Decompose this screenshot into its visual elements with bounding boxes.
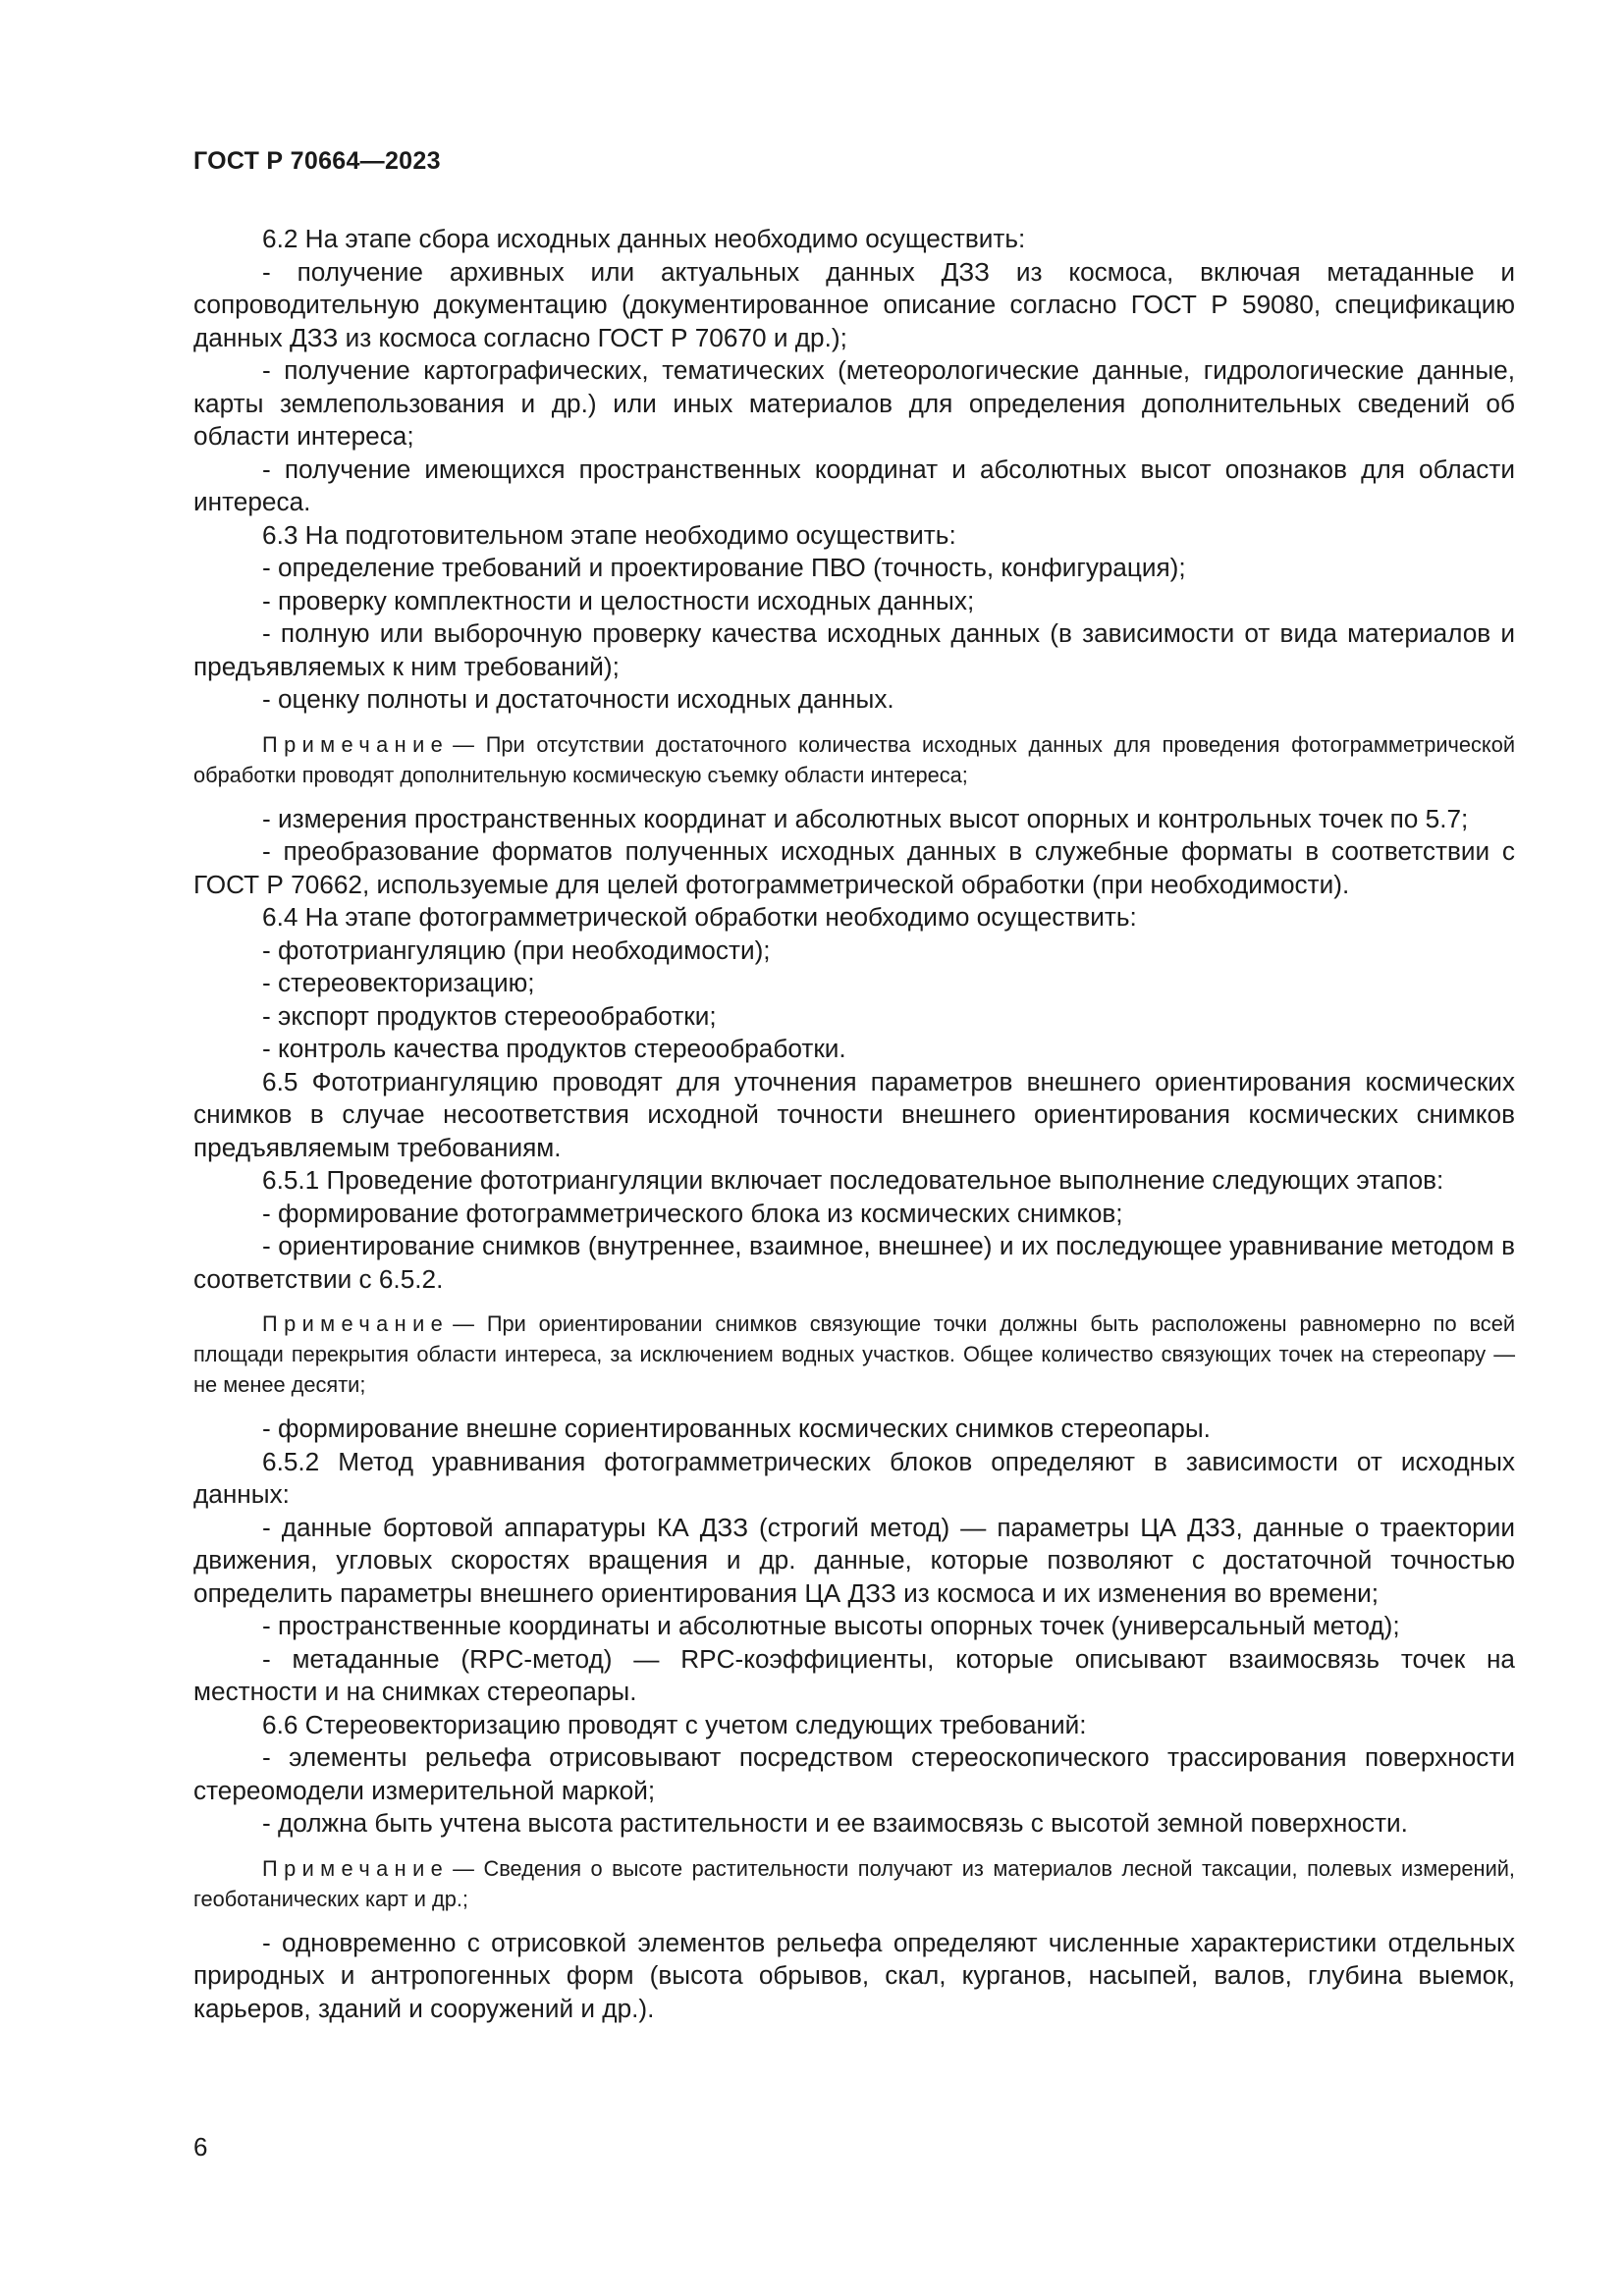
list-item: - получение имеющихся пространственных координат и абсолютных высот опознаков для области интереса.: [193, 454, 1515, 516]
list-item: - формирование фотограмметрического блока из космических снимков;: [262, 1198, 1123, 1228]
note-1: [193, 729, 1515, 790]
note-text: — При отсутствии достаточного количества исходных данных для проведения фотограмметрической обработки проводят дополнительную космическую съемку области интереса;: [193, 731, 1515, 787]
page-number: 6: [193, 2132, 208, 2162]
list-item: - данные бортовой аппаратуры КА ДЗЗ (строгий метод) — параметры ЦА ДЗЗ, данные о траектории движения, угловых скоростях вращения и др. данные, которые позволяют с достаточной точностью определить параметры внешнего ориентирования ЦА ДЗЗ из космоса и их изменения во времени;: [193, 1512, 1515, 1608]
paragraph-6-4: 6.4 На этапе фотограмметрической обработки необходимо осуществить:: [262, 902, 1137, 932]
paragraph-6-2: 6.2 На этапе сбора исходных данных необходимо осуществить:: [262, 224, 1026, 253]
note-text: — При ориентировании снимков связующие точки должны быть расположены равномерно по всей площади перекрытия области интереса, за исключением водных участков. Общее количество связующих точек на стереопару — не менее десяти;: [193, 1311, 1515, 1397]
list-item: - фототриангуляцию (при необходимости);: [262, 934, 771, 965]
list-item: - контроль качества продуктов стереообработки.: [262, 1034, 846, 1063]
document-body: [193, 223, 1515, 2025]
paragraph-6-6: 6.6 Стереовекторизацию проводят с учетом следующих требований:: [262, 1709, 1087, 1739]
list-item: - преобразование форматов полученных исходных данных в служебные форматы в соответствии с ГОСТ Р 70662, используемые для целей фотограмметрической обработки (при необходимости).: [193, 836, 1515, 899]
note-label: Примечание: [262, 731, 450, 757]
list-item: - одновременно с отрисовкой элементов рельефа определяют численные характеристики отдельных природных и антропогенных форм (высота обрывов, скал, курганов, насыпей, валов, глубина выемок, карьеров, зданий и сооружений и др.).: [193, 1927, 1515, 2023]
list-item: - получение архивных или актуальных данных ДЗЗ из космоса, включая метаданные и сопроводительную документацию (документированное описание согласно ГОСТ Р 59080, спецификацию данных ДЗЗ из космоса согласно ГОСТ Р 70670 и др.);: [193, 256, 1515, 352]
paragraph-6-3: 6.3 На подготовительном этапе необходимо осуществить:: [262, 519, 956, 550]
list-item: - полную или выборочную проверку качества исходных данных (в зависимости от вида материалов и предъявляемых к ним требований);: [193, 618, 1515, 681]
note-text: — Сведения о высоте растительности получают из материалов лесной таксации, полевых измерений, геоботанических карт и др.;: [193, 1855, 1515, 1911]
list-item: - получение картографических, тематических (метеорологические данные, гидрологические данные, карты землепользования и др.) или иных материалов для определения дополнительных сведений об области интереса;: [193, 355, 1515, 451]
list-item: - оценку полноты и достаточности исходных данных.: [262, 684, 894, 714]
paragraph-6-5: 6.5 Фототриангуляцию проводят для уточнения параметров внешнего ориентирования космических снимков в случае несоответствия исходной точности внешнего ориентирования космических снимков предъявляемым требованиям.: [193, 1066, 1515, 1162]
list-item: - стереовекторизацию;: [262, 968, 535, 997]
list-item: - метаданные (RPC-метод) — RPC-коэффициенты, которые описывают взаимосвязь точек на местности и на снимках стереопары.: [193, 1643, 1515, 1706]
list-item: - проверку комплектности и целостности исходных данных;: [262, 585, 975, 615]
list-item: - измерения пространственных координат и абсолютных высот опорных и контрольных точек по 5.7;: [262, 803, 1469, 833]
note-label: Примечание: [262, 1311, 450, 1336]
list-item: - экспорт продуктов стереообработки;: [262, 1000, 717, 1031]
list-item: - определение требований и проектирование ПВО (точность, конфигурация);: [262, 553, 1186, 582]
list-item: - формирование внешне сориентированных космических снимков стереопары.: [262, 1414, 1211, 1443]
note-label: Примечание: [262, 1855, 450, 1881]
list-item: - элементы рельефа отрисовывают посредством стереоскопического трассирования поверхности стереомодели измерительной маркой;: [193, 1742, 1515, 1805]
paragraph-6-5-2: 6.5.2 Метод уравнивания фотограмметрических блоков определяют в зависимости от исходных данных:: [193, 1446, 1515, 1509]
paragraph-6-5-1: 6.5.1 Проведение фототриангуляции включает последовательное выполнение следующих этапов:: [262, 1165, 1444, 1195]
list-item: - должна быть учтена высота растительности и ее взаимосвязь с высотой земной поверхности.: [262, 1808, 1408, 1838]
document-header: ГОСТ Р 70664—2023: [193, 147, 441, 175]
list-item: - пространственные координаты и абсолютные высоты опорных точек (универсальный метод);: [262, 1611, 1400, 1640]
list-item: - ориентирование снимков (внутреннее, взаимное, внешнее) и их последующее уравнивание методом в соответствии с 6.5.2.: [193, 1231, 1515, 1294]
note-3: [193, 1853, 1515, 1914]
note-2: [193, 1308, 1515, 1400]
